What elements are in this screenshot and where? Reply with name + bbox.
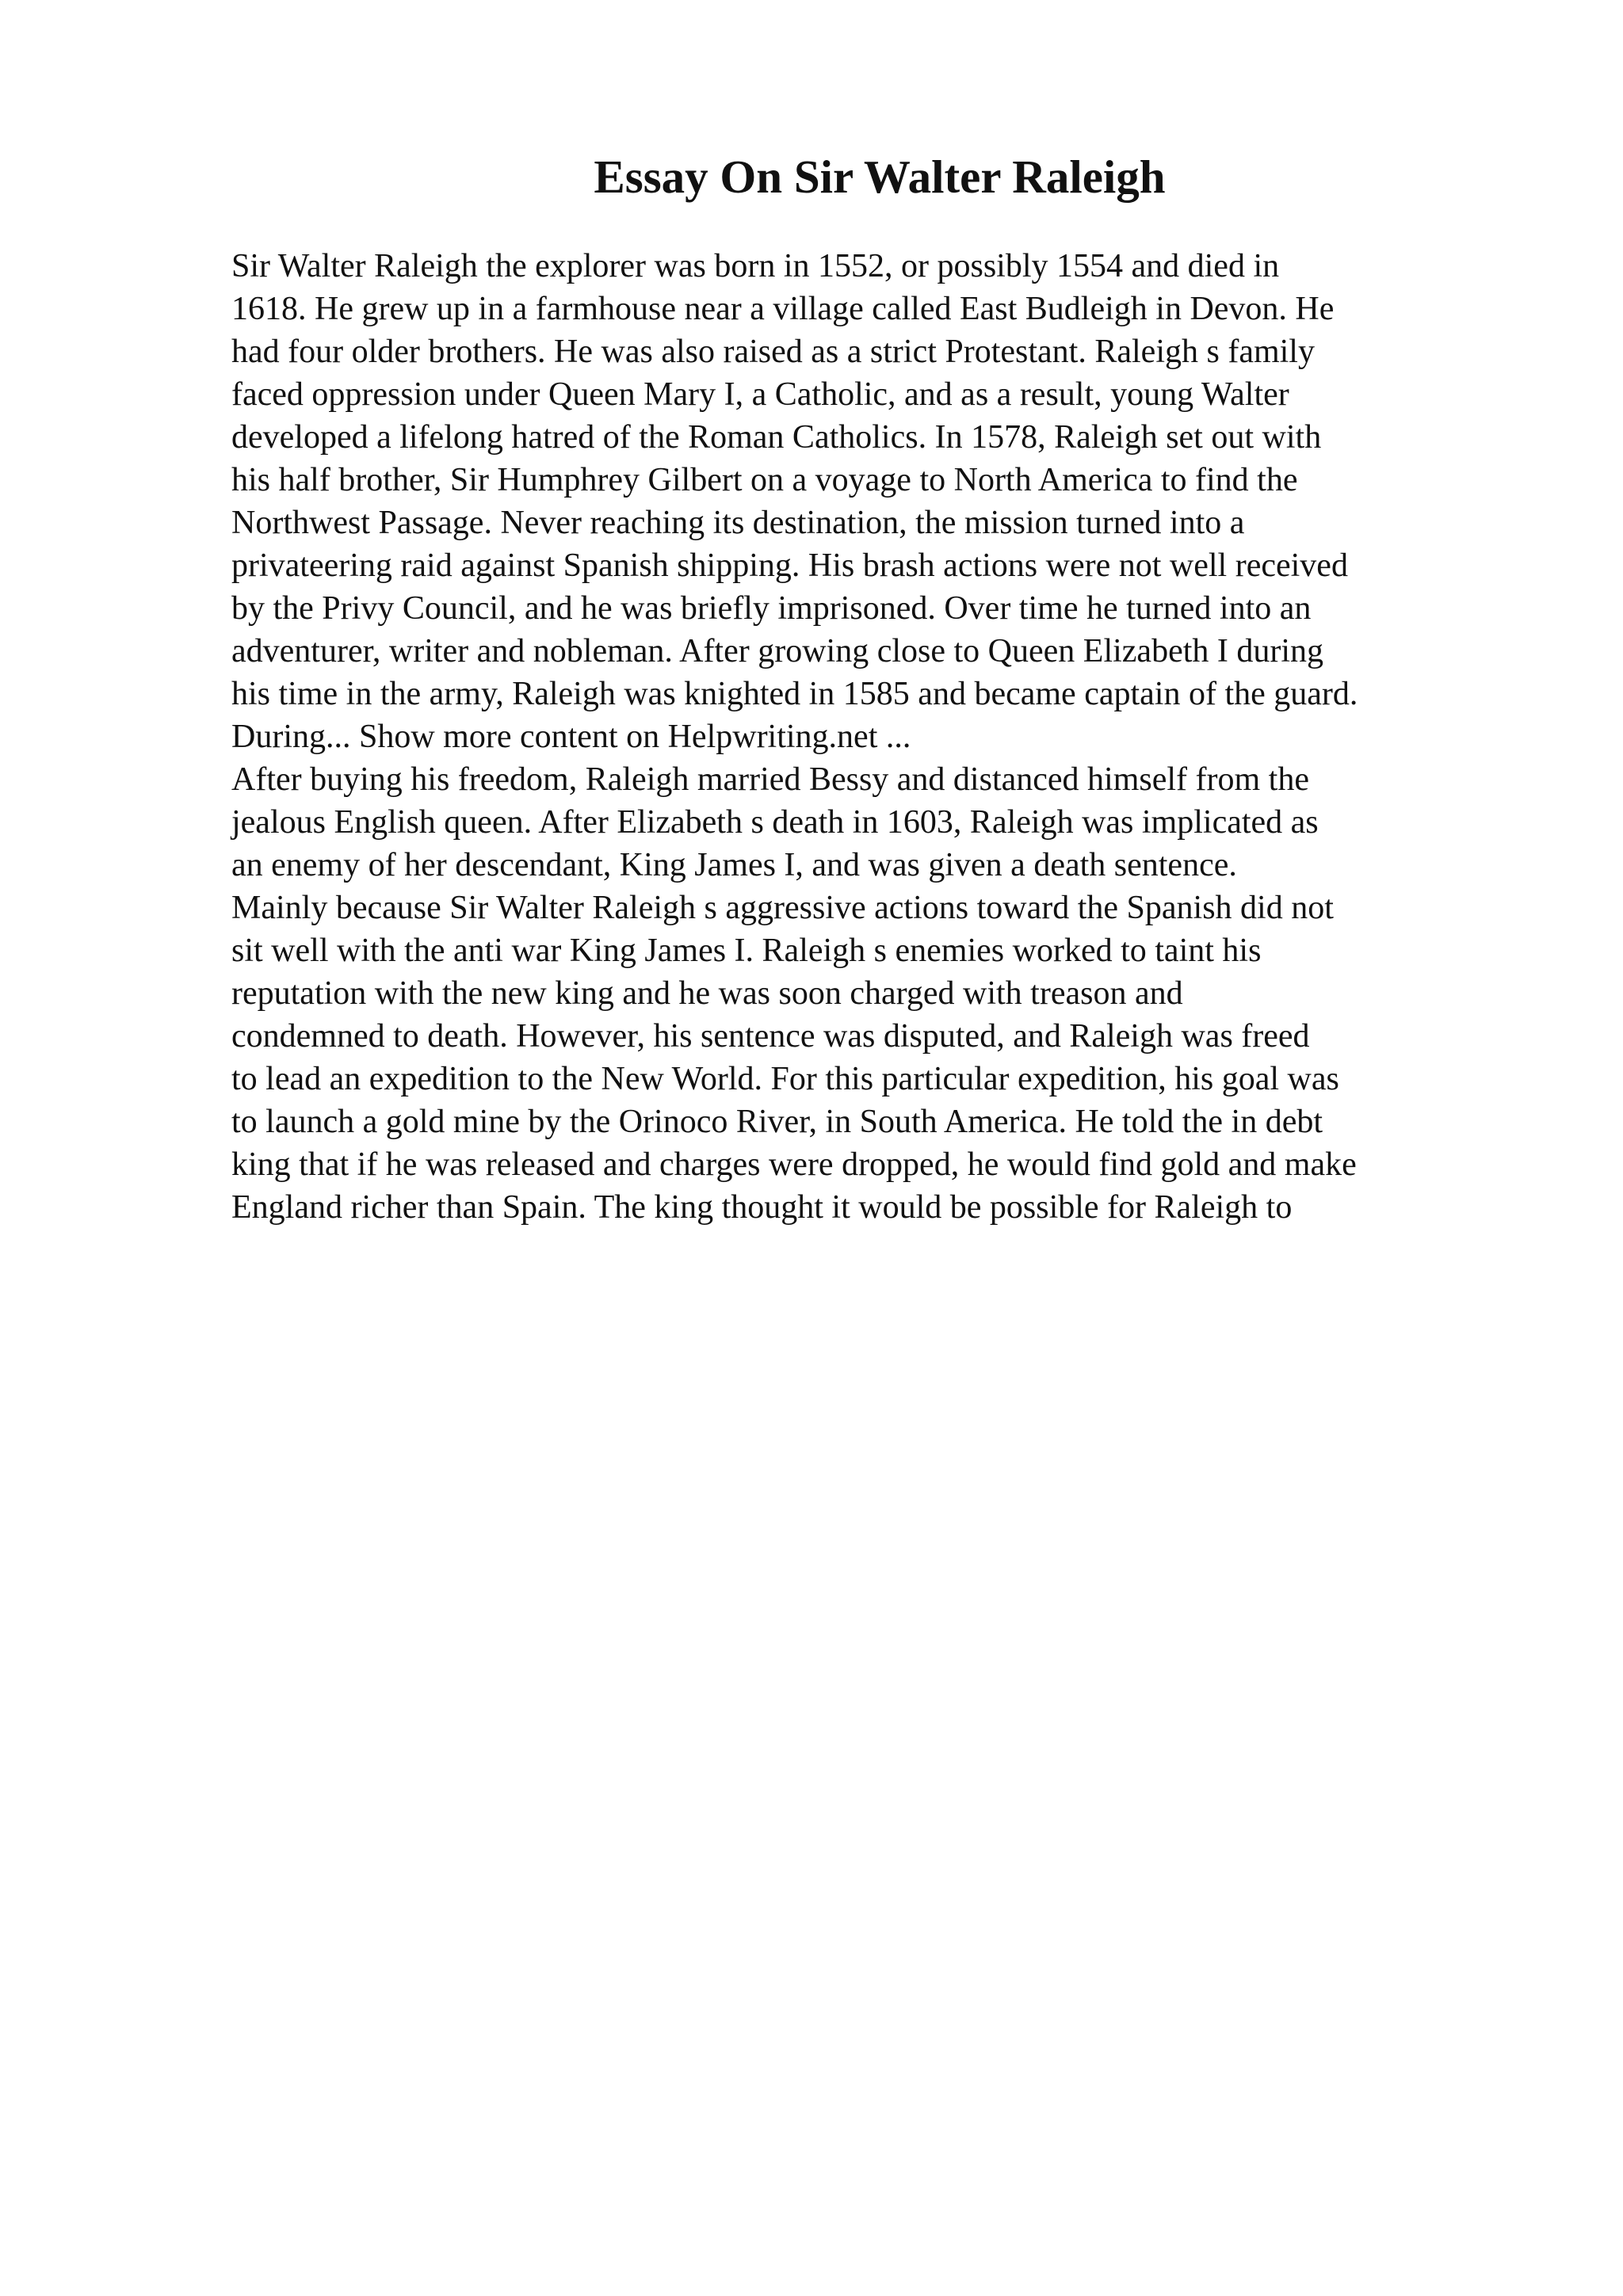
body-line: 1618. He grew up in a farmhouse near a village called East Budleigh in Devon. He (231, 291, 1335, 327)
body-line: adventurer, writer and nobleman. After growing close to Queen Elizabeth I during (231, 633, 1324, 669)
body-line: jealous English queen. After Elizabeth s death in 1603, Raleigh was implicated as (231, 804, 1319, 841)
body-line: After buying his freedom, Raleigh married Bessy and distanced himself from the (231, 761, 1309, 798)
body-line: an enemy of her descendant, King James I, and was given a death sentence. (231, 847, 1237, 883)
body-line: by the Privy Council, and he was briefly imprisoned. Over time he turned into an (231, 590, 1312, 627)
body-line: faced oppression under Queen Mary I, a Catholic, and as a result, young Walter (231, 376, 1289, 413)
body-line: had four older brothers. He was also raised as a strict Protestant. Raleigh s family (231, 334, 1315, 370)
body-line: his time in the army, Raleigh was knighted in 1585 and became captain of the guard. (231, 676, 1358, 712)
body-line: England richer than Spain. The king thought it would be possible for Raleigh to (231, 1189, 1293, 1226)
body-line: Northwest Passage. Never reaching its destination, the mission turned into a (231, 505, 1245, 541)
body-line-show-more: During... Show more content on Helpwriting.net ... (231, 719, 911, 755)
body-line: Mainly because Sir Walter Raleigh s aggressive actions toward the Spanish did not (231, 890, 1334, 926)
body-line: condemned to death. However, his sentence was disputed, and Raleigh was freed (231, 1018, 1310, 1055)
body-line: sit well with the anti war King James I. Raleigh s enemies worked to taint his (231, 933, 1262, 969)
document-title: Essay On Sir Walter Raleigh (594, 151, 1166, 203)
body-line: privateering raid against Spanish shipping. His brash actions were not well received (231, 547, 1348, 584)
document-body (231, 245, 1515, 1229)
body-line: to launch a gold mine by the Orinoco River, in South America. He told the in debt (231, 1104, 1323, 1140)
body-line: to lead an expedition to the New World. For this particular expedition, his goal was (231, 1061, 1339, 1097)
body-line: reputation with the new king and he was soon charged with treason and (231, 975, 1183, 1012)
body-line: his half brother, Sir Humphrey Gilbert on a voyage to North America to find the (231, 462, 1298, 498)
body-line: developed a lifelong hatred of the Roman Catholics. In 1578, Raleigh set out with (231, 419, 1322, 456)
body-line: Sir Walter Raleigh the explorer was born in 1552, or possibly 1554 and died in (231, 248, 1280, 284)
body-line: king that if he was released and charges were dropped, he would find gold and make (231, 1146, 1357, 1183)
